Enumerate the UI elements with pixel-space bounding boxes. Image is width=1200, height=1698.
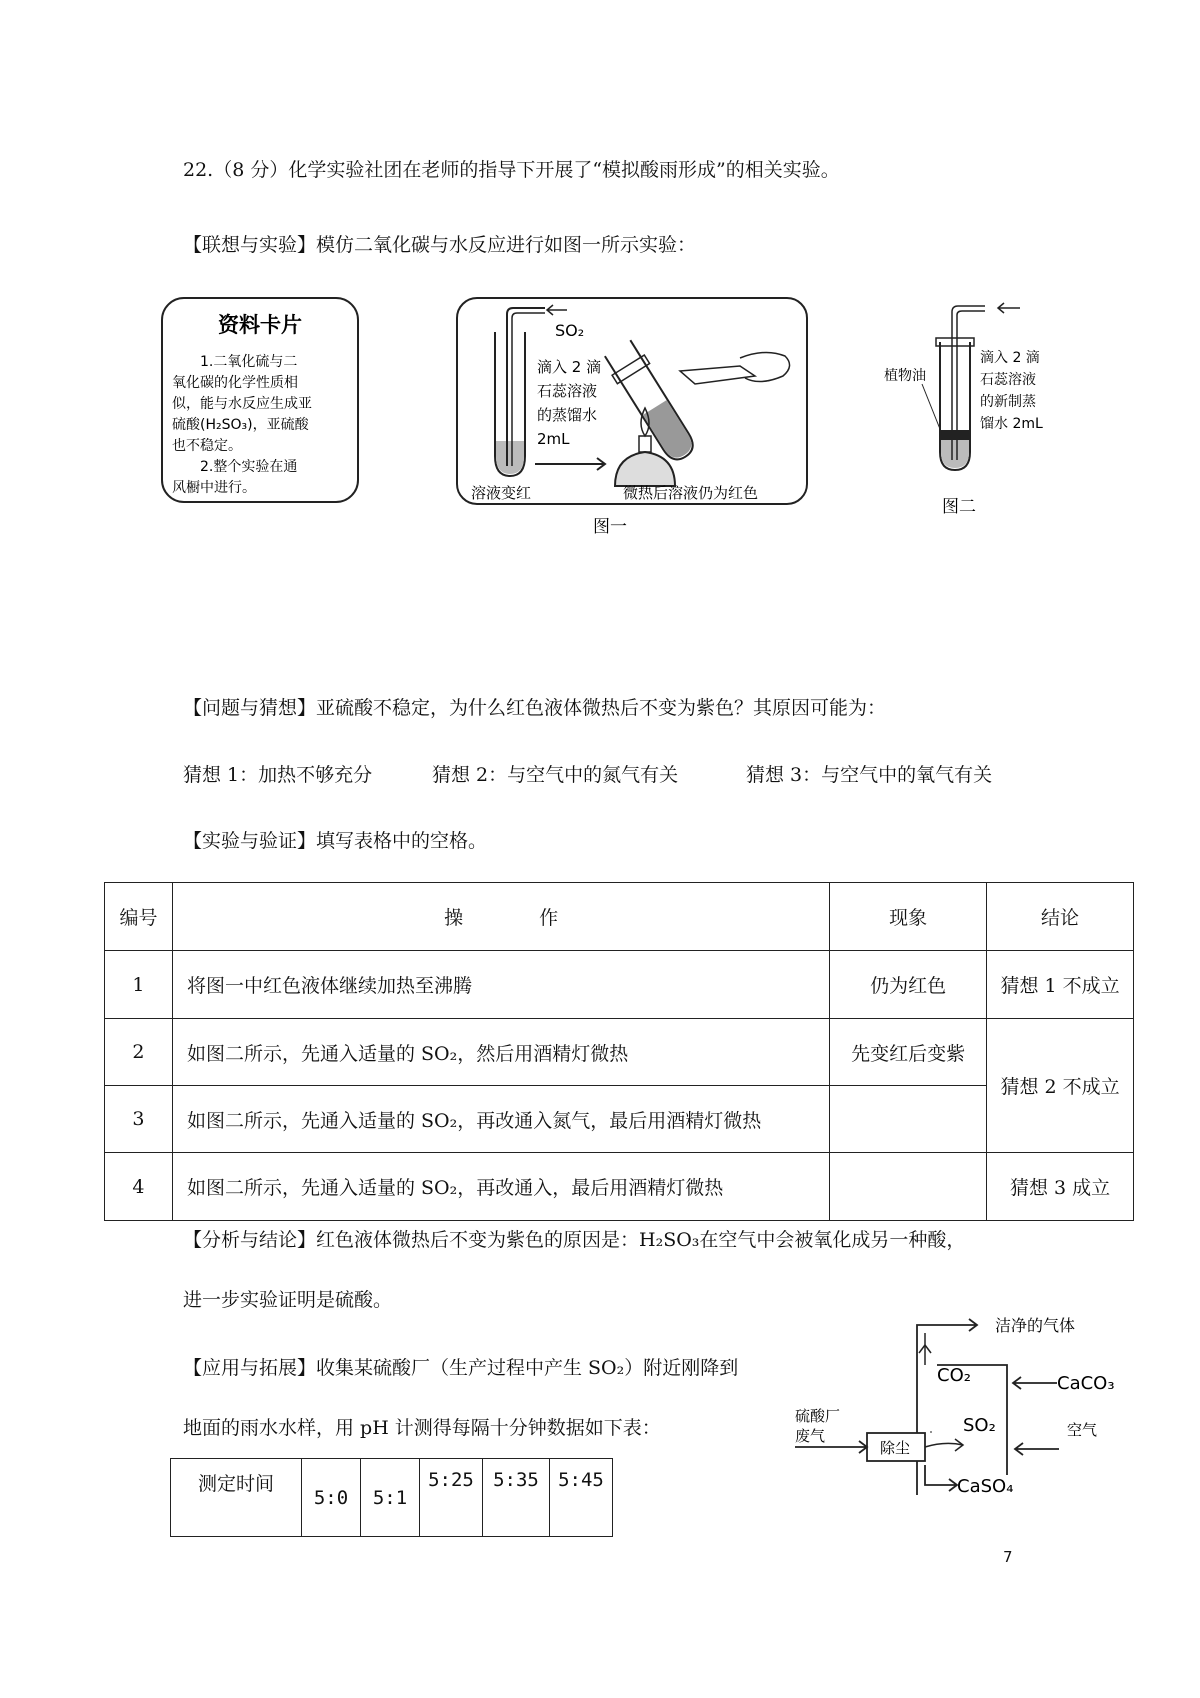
fig1-note: 的蒸馏水 — [537, 406, 598, 424]
table-row — [105, 1086, 1134, 1153]
experiment-table — [104, 882, 1134, 1221]
factory-gas-label: 硫酸厂 — [795, 1407, 841, 1425]
ph-table — [170, 1458, 613, 1537]
fig1-note: 石蕊溶液 — [537, 382, 598, 400]
row-phenomenon-blank — [830, 1153, 987, 1221]
info-card-line: 2.整个实验在通 — [200, 459, 298, 475]
arrow-icon — [1015, 1443, 1059, 1455]
clean-gas-label: 洁净的气体 — [995, 1316, 1076, 1335]
arrow-icon — [535, 458, 605, 470]
info-card-line: 1.二氧化硫与二 — [200, 354, 298, 370]
table-header-row — [105, 883, 1134, 951]
row-op: 如图二所示，先通入适量的 SO₂，再改通入，最后用酒精灯微热 — [172, 1153, 829, 1221]
ph-time: 5:35 — [483, 1459, 550, 1537]
row-conclusion: 猜想 2 不成立 — [987, 1019, 1134, 1153]
question-stem: 22.（8 分）化学实验社团在老师的指导下开展了“模拟酸雨形成”的相关实验。 — [183, 159, 840, 181]
ph-table-label: 测定时间 — [171, 1459, 302, 1537]
fig1-note: 滴入 2 滴 — [537, 358, 602, 376]
arrow-icon — [925, 1439, 963, 1451]
row-op: 将图一中红色液体继续加热至沸腾 — [172, 951, 829, 1019]
fig1-left-caption: 溶液变红 — [471, 484, 532, 502]
row-no: 1 — [105, 951, 173, 1019]
fig2-note: 的新制蒸 — [980, 394, 1036, 410]
arrow-icon — [1013, 1377, 1057, 1389]
application-line-2: 地面的雨水水样，用 pH 计测得每隔十分钟数据如下表： — [183, 1417, 661, 1439]
figure-2-caption: 图二 — [942, 497, 976, 515]
row-conclusion: 猜想 3 成立 — [987, 1153, 1134, 1221]
table-row — [105, 1019, 1134, 1086]
figure-1-caption: 图一 — [593, 517, 627, 537]
row-no: 2 — [105, 1019, 173, 1086]
ph-time: 5:25 — [420, 1459, 483, 1537]
verify-heading: 【实验与验证】填写表格中的空格。 — [183, 830, 488, 852]
row-no: 4 — [105, 1153, 173, 1221]
guess-1: 猜想 1：加热不够充分 — [183, 764, 373, 786]
caso4-label: CaSO₄ — [957, 1476, 1014, 1497]
guess-3: 猜想 3：与空气中的氧气有关 — [746, 764, 993, 786]
row-conclusion: 猜想 1 不成立 — [987, 951, 1134, 1019]
problem-heading: 【问题与猜想】亚硫酸不稳定，为什么红色液体微热后不变为紫色？其原因可能为： — [183, 697, 887, 719]
analysis-line-2: 进一步实验证明是硫酸。 — [183, 1289, 393, 1311]
header-conclusion: 结论 — [987, 883, 1134, 951]
info-card — [160, 296, 360, 506]
alcohol-lamp — [615, 452, 675, 486]
info-card-line: 氧化碳的化学性质相 — [172, 375, 298, 391]
info-card-line: 似，能与水反应生成亚 — [172, 396, 312, 412]
table-row — [105, 1153, 1134, 1221]
table-row — [105, 951, 1134, 1019]
air-label: 空气 — [1067, 1421, 1098, 1439]
fig1-note: 2mL — [537, 430, 570, 448]
row-op: 如图二所示，先通入适量的 SO₂，然后用酒精灯微热 — [172, 1019, 829, 1086]
row-phenomenon: 仍为红色 — [830, 951, 987, 1019]
co2-label: CO₂ — [937, 1365, 971, 1386]
fig2-note: 馏水 2mL — [980, 416, 1043, 432]
ph-time: 5:45 — [550, 1459, 613, 1537]
row-phenomenon: 先变红后变紫 — [830, 1019, 987, 1086]
header-phenomenon: 现象 — [830, 883, 987, 951]
so2-flow-label: SO₂ — [963, 1415, 996, 1436]
figure-2 — [880, 300, 1090, 515]
page-number: 7 — [1003, 1548, 1013, 1566]
table-row — [171, 1459, 613, 1537]
fig2-note: 滴入 2 滴 — [980, 350, 1040, 366]
dust-label: 除尘 — [880, 1439, 911, 1457]
association-heading: 【联想与实验】模仿二氧化碳与水反应进行如图一所示实验： — [183, 234, 697, 256]
row-phenomenon-blank — [830, 1086, 987, 1153]
header-op: 操 作 — [172, 883, 829, 951]
info-card-line: 硫酸(H₂SO₃)，亚硫酸 — [172, 417, 309, 433]
desulfurization-flow-diagram — [795, 1305, 1140, 1500]
ph-time: 5:1 — [361, 1459, 420, 1537]
fig1-right-caption: 微热后溶液仍为红色 — [623, 484, 759, 502]
info-card-title: 资料卡片 — [218, 313, 302, 337]
arrow-icon — [925, 1465, 957, 1491]
arrow-icon — [547, 305, 567, 315]
ph-time: 5:0 — [302, 1459, 361, 1537]
application-line-1: 【应用与拓展】收集某硫酸厂（生产过程中产生 SO₂）附近刚降到 — [183, 1357, 739, 1379]
header-no: 编号 — [105, 883, 173, 951]
oil-label: 植物油 — [884, 368, 926, 384]
test-tube-holder — [680, 366, 755, 384]
info-card-line: 风橱中进行。 — [172, 480, 256, 496]
info-card-line: 也不稳定。 — [172, 438, 242, 454]
row-op: 如图二所示，先通入适量的 SO₂，再改通入氮气，最后用酒精灯微热 — [172, 1086, 829, 1153]
analysis-line-1: 【分析与结论】红色液体微热后不变为紫色的原因是：H₂SO₃在空气中会被氧化成另一种酸， — [183, 1229, 966, 1251]
row-no: 3 — [105, 1086, 173, 1153]
factory-gas-label: 废气 — [795, 1427, 826, 1445]
arrow-icon — [998, 303, 1020, 313]
fig2-note: 石蕊溶液 — [980, 372, 1036, 388]
guess-2: 猜想 2：与空气中的氮气有关 — [432, 764, 679, 786]
figure-1 — [455, 296, 810, 546]
so2-label: SO₂ — [555, 321, 585, 340]
caco3-label: CaCO₃ — [1057, 1373, 1115, 1394]
